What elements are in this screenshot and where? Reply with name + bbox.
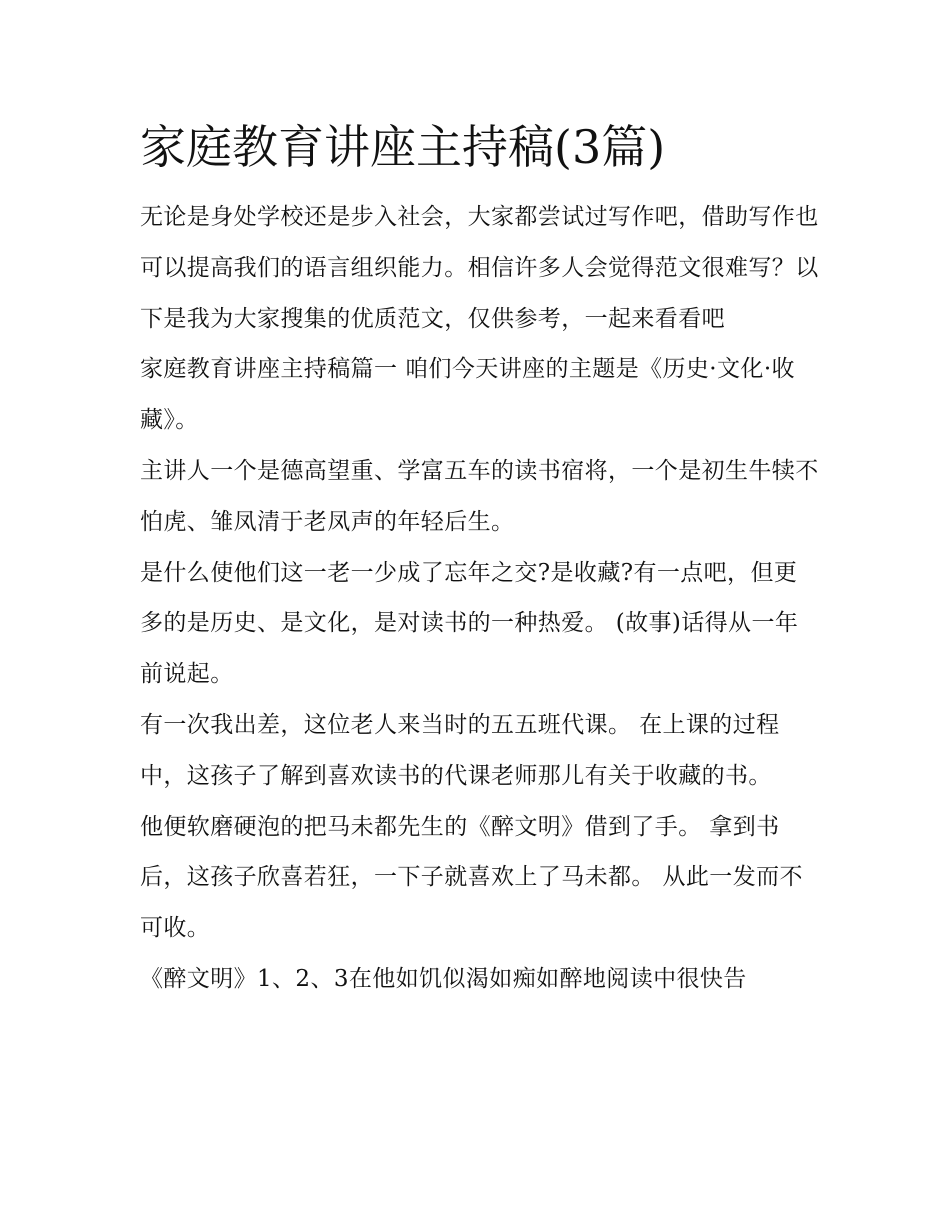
paragraph-friendship: 是什么使他们这一老一少成了忘年之交?是收藏?有一点吧，但更多的是历史、是文化，是对读书的一种热爱。 (故事)话得从一年前说起。 (140, 559, 799, 688)
paragraph-reading: 《醉文明》1、2、3在他如饥似渴如痴如醉地阅读中很快告 (140, 965, 747, 992)
paragraph-topic: 家庭教育讲座主持稿篇一 咱们今天讲座的主题是《历史·文化·收藏》。 (140, 356, 795, 434)
document-body (140, 112, 820, 1005)
paragraph-borrowed-book: 他便软磨硬泡的把马未都先生的《醉文明》借到了手。 拿到书后，这孩子欣喜若狂，一下子就喜欢上了马未都。 从此一发而不可收。 (140, 813, 803, 942)
document-title: 家庭教育讲座主持稿(3篇) (140, 120, 666, 174)
paragraph-intro: 无论是身处学校还是步入社会，大家都尝试过写作吧，借助写作也可以提高我们的语言组织能力。相信许多人会觉得范文很难写？以下是我为大家搜集的优质范文，仅供参考，一起来看看吧 (140, 204, 819, 332)
paragraph-substitute-class: 有一次我出差，这位老人来当时的五五班代课。 在上课的过程中，这孩子了解到喜欢读书的代课老师那儿有关于收藏的书。 (140, 711, 780, 789)
paragraph-speakers: 主讲人一个是德高望重、学富五车的读书宿将，一个是初生牛犊不怕虎、雏凤清于老凤声的年轻后生。 (140, 457, 819, 535)
